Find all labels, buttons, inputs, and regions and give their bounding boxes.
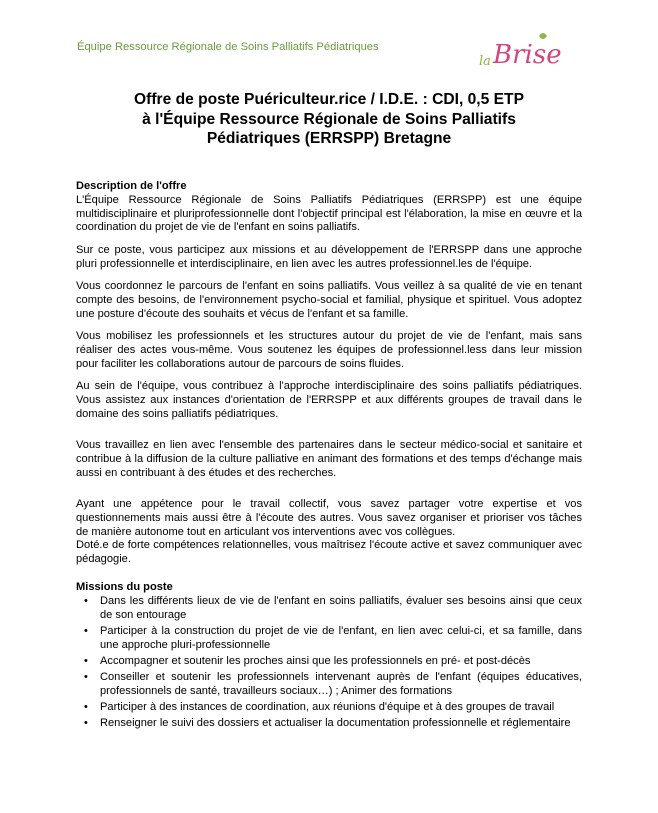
description-paragraph: L'Équipe Ressource Régionale de Soins Palliatifs Pédiatriques (ERRSPP) est une équipe multidisciplinaire et pluriprofessionnelle dont l'objectif principal est l'élaboration, la mise en œuvre et la coordination du projet de vie de l'enfant en soins palliatifs. — [76, 193, 582, 234]
description-paragraph: Doté.e de forte compétences relationnelles, vous maîtrisez l'écoute active et savez communiquer avec pédagogie. — [76, 539, 582, 566]
logo-main: Brise — [493, 40, 562, 70]
page-header — [77, 14, 562, 70]
missions-list — [76, 595, 582, 730]
description-paragraph: Au sein de l'équipe, vous contribuez à l'approche interdisciplinaire des soins palliatifs pédiatriques. Vous assistez aux instances d'orientation de l'ERRSPP et aux différents groupes de travail dans le domaine des soins palliatifs pédiatriques. — [76, 379, 582, 420]
logo-prefix: la — [479, 54, 491, 69]
missions-heading: Missions du poste — [76, 581, 173, 594]
mission-text: Conseiller et soutenir les professionnels intervenant auprès de l'enfant (équipes éducatives, professionnels de santé, travailleurs sociaux…) ; Animer des formations — [100, 670, 582, 697]
mission-item — [84, 671, 582, 699]
description-paragraph: Vous coordonnez le parcours de l'enfant en soins palliatifs. Vous veillez à sa qualité de vie en tenant compte des besoins, de l'environnement psycho-social et familial, physique et spirituel. Vous adoptez une posture d'écoute des souhaits et vécus de l'enfant et sa famille. — [76, 279, 582, 320]
description-heading: Description de l'offre — [76, 180, 187, 192]
mission-item — [84, 595, 582, 623]
mission-item — [84, 717, 582, 731]
bullet-icon: • — [84, 670, 88, 683]
title-line-2: à l'Équipe Ressource Régionale de Soins Palliatifs — [142, 110, 516, 128]
bullet-icon: • — [84, 595, 88, 608]
la-brise-logo — [479, 30, 599, 74]
mission-text: Accompagner et soutenir les proches ainsi que les professionnels en pré- et post-décès — [100, 654, 531, 667]
mission-text: Renseigner le suivi des dossiers et actualiser la documentation professionnelle et réglementaire — [100, 716, 571, 729]
title-line-3: Pédiatriques (ERRSPP) Bretagne — [206, 130, 452, 147]
description-paragraph: Sur ce poste, vous participez aux missions et au développement de l'ERRSPP dans une approche pluri professionnelle et interdisciplinaire, en lien avec les autres professionnel.les de l'équipe. — [76, 243, 582, 270]
mission-item — [84, 655, 582, 669]
bullet-icon: • — [84, 716, 88, 729]
mission-text: Dans les différents lieux de vie de l'enfant en soins palliatifs, évaluer ses besoins ainsi que ceux de son entourage — [100, 595, 582, 622]
mission-text: Participer à des instances de coordination, aux réunions d'équipe et à des groupes de travail — [100, 700, 555, 713]
mission-item — [84, 625, 582, 653]
bullet-icon: • — [84, 700, 88, 713]
description-paragraph: Ayant une appétence pour le travail collectif, vous savez partager votre expertise et vos questionnements mais aussi être à l'écoute des autres. Vous savez organiser et prioriser vos tâches de manière autonome tout en articulant vos interventions avec vos collègues. — [76, 497, 582, 538]
page-title — [60, 90, 598, 149]
mission-item — [84, 701, 582, 715]
description-paragraph: Vous mobilisez les professionnels et les structures autour du projet de vie de l'enfant, mais sans réaliser des actes vous-même. Vous soutenez les équipes de professionnel.less dans leur mission pour faciliter les collaborations autour de parcours de soins fluides. — [76, 329, 582, 370]
offer-content — [76, 180, 582, 733]
mission-text: Participer à la construction du projet de vie de l'enfant, en lien avec celui-ci, et sa famille, dans une approche pluri-professionnelle — [100, 625, 582, 651]
bullet-icon: • — [84, 625, 88, 638]
title-line-1: Offre de poste Puériculteur.rice / I.D.E. : CDI, 0,5 ETP — [134, 91, 524, 108]
description-paragraph: Vous travaillez en lien avec l'ensemble des partenaires dans le secteur médico-social et sanitaire et contribue à la diffusion de la culture palliative en animant des formations et des temps d'échange mais aussi en contribuant à des études et des recherches. — [76, 438, 582, 479]
bullet-icon: • — [84, 654, 88, 667]
organization-name: Équipe Ressource Régionale de Soins Palliatifs Pédiatriques — [77, 41, 379, 53]
